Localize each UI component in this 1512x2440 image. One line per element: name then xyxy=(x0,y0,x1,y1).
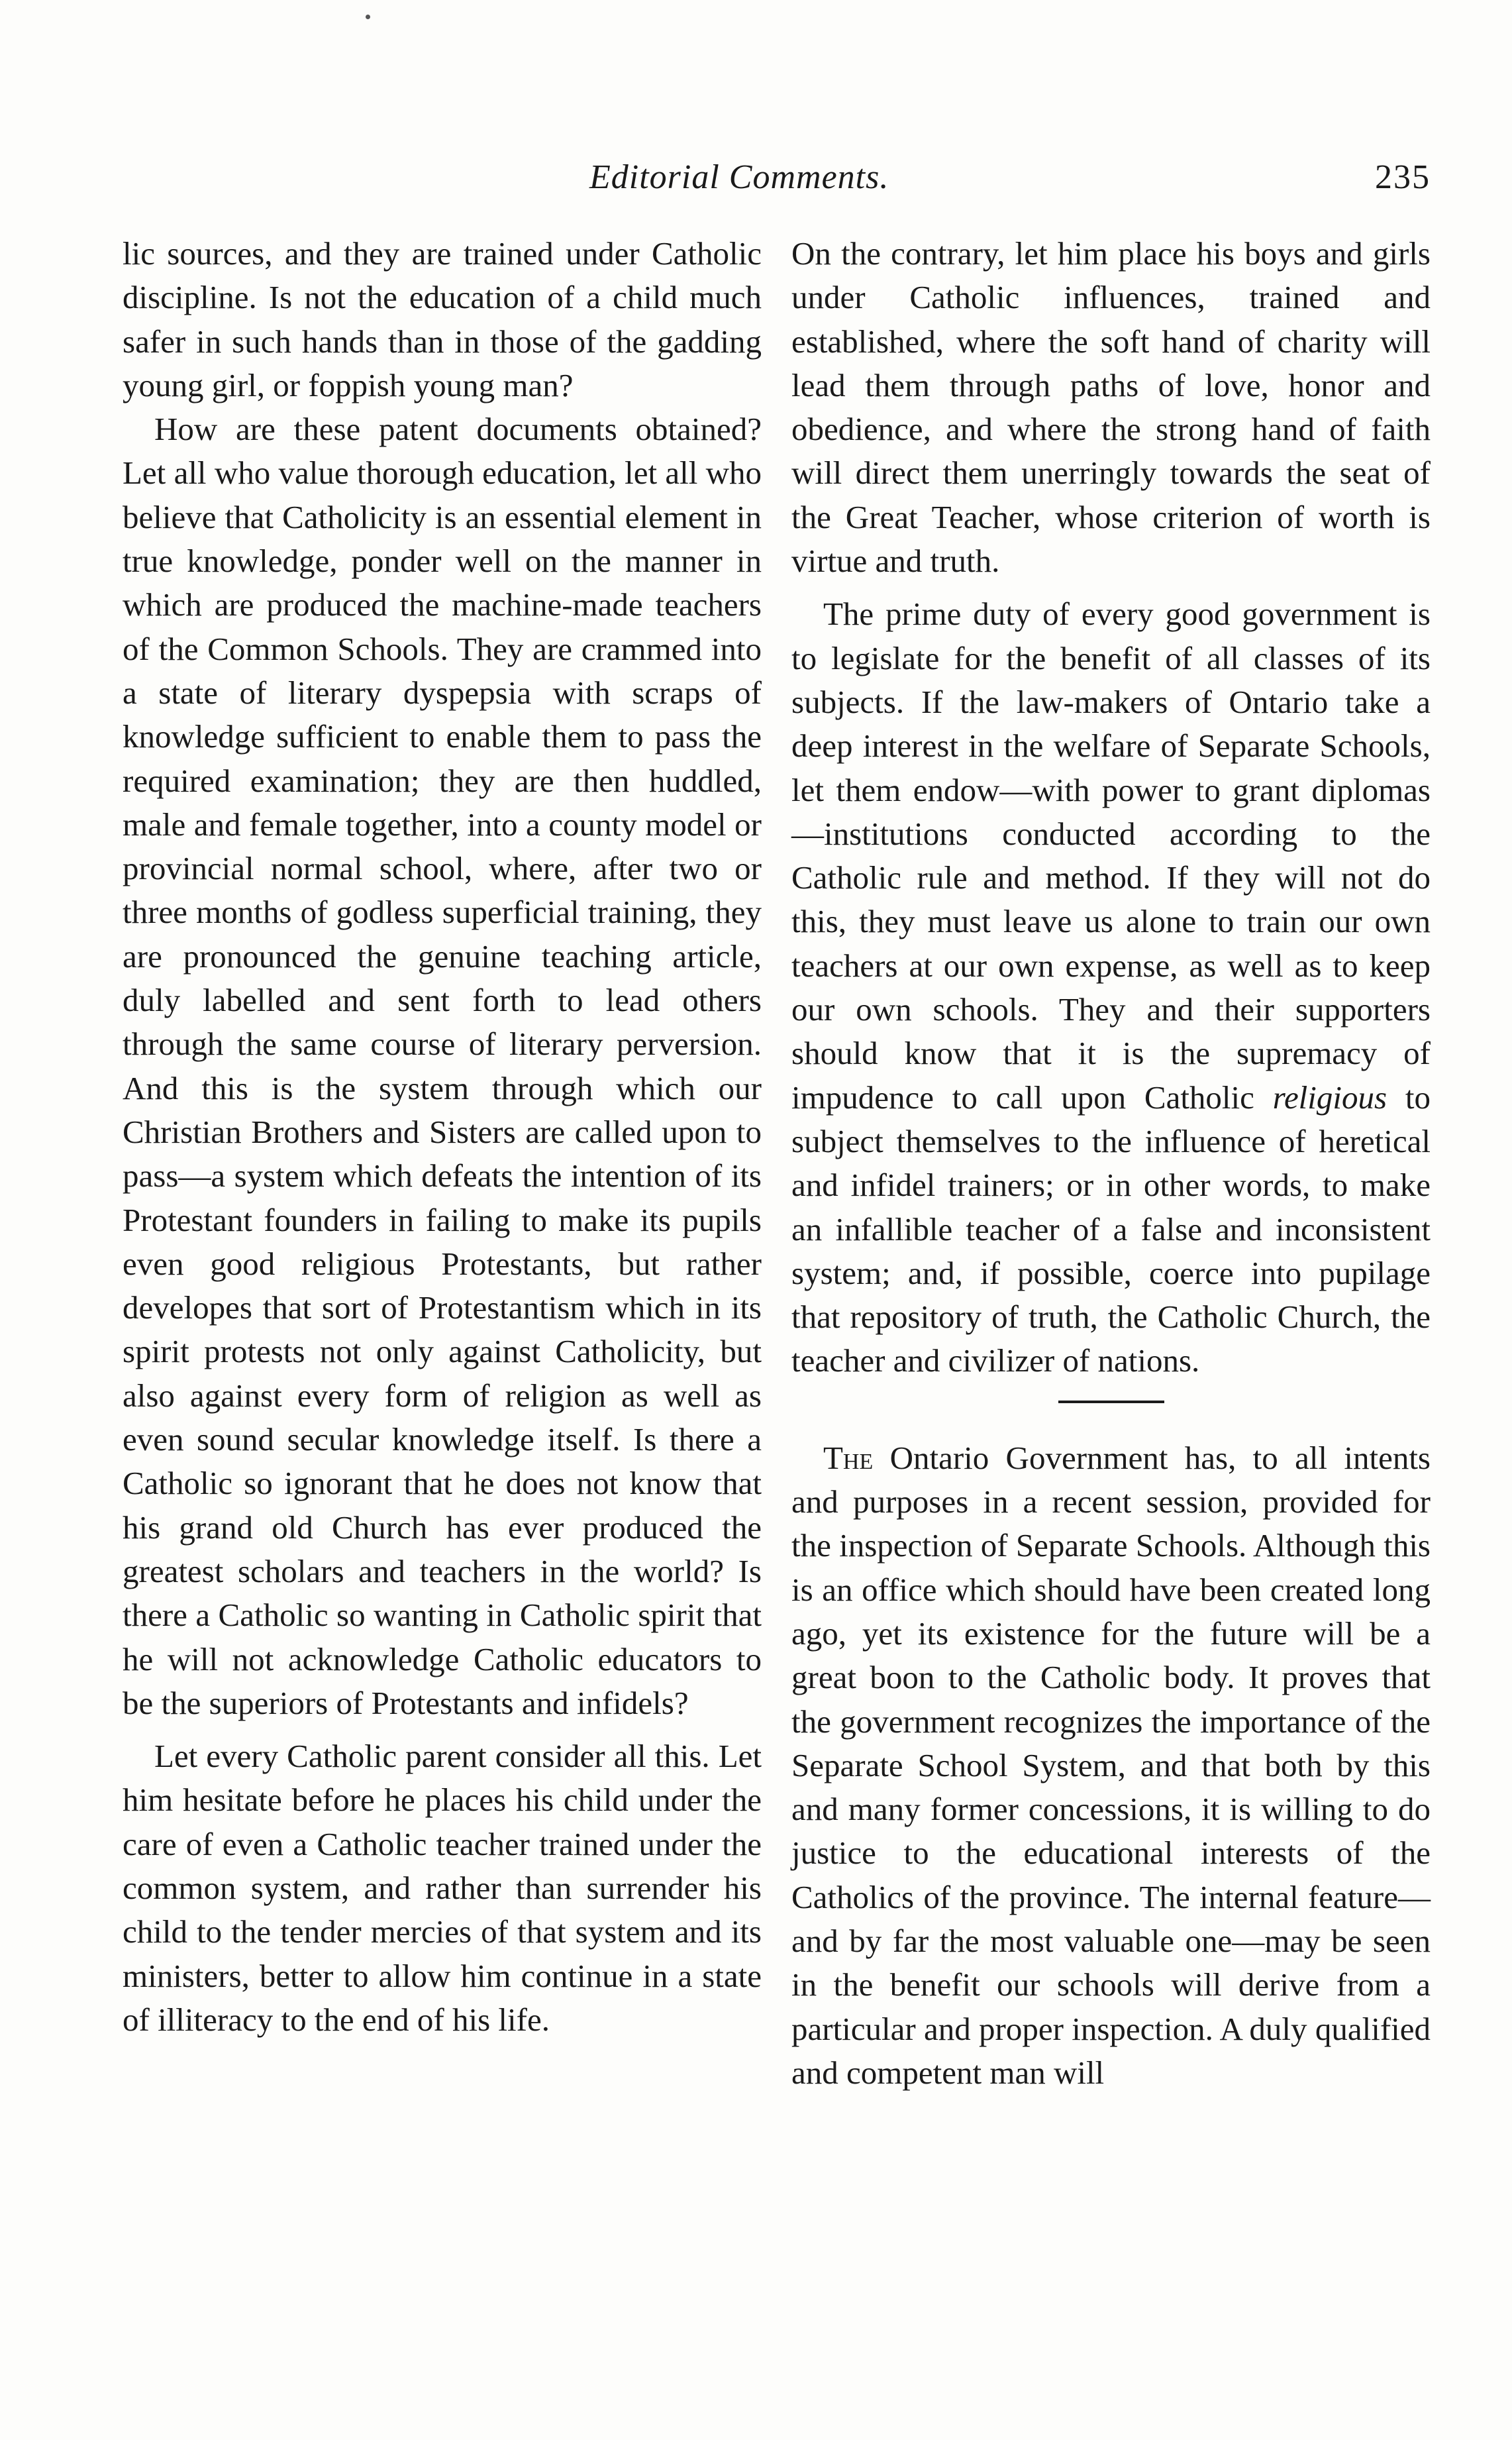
left-paragraph-2: How are these patent documents obtained? Let all who value thorough education, let all who believe that Catholicity is an essential element in true knowledge, ponder well on the manner in which are produced the machine-made teachers of the Common Schools. They are crammed into a state of literary dyspepsia with scraps of knowledge sufficient to enable them to pass the required examination; they are then huddled, male and female together, into a county model or provincial normal school, where, after two or three months of godless superficial training, they are pronounced the genuine teaching article, duly labelled and sent forth to lead others through the same course of literary perversion. And this is the system through which our Christian Brothers and Sisters are called upon to pass—a system which defeats the intention of its Protestant founders in failing to make its pupils even good religious Protestants, but rather developes that sort of Protestantism which in its spirit protests not only against Catholicity, but also against every form of religion as well as even sound secular knowledge itself. Is there a Catholic so ignorant that he does not know that his grand old Church has ever produced the greatest scholars and teachers in the world? Is there a Catholic so wanting in Catholic spirit that he will not acknowledge Catholic educators to be the superiors of Protestants and infidels? xyxy=(123,411,762,1721)
right-paragraph-2 xyxy=(791,592,1431,1383)
paragraph-text: to subject themselves to the influence of heretical and infidel trainers; or in other words, to make an infallible teacher of a false and inconsistent system; and, if possible, coerce into pupilage that repository of truth, the Catholic Church, the teacher and civilizer of nations. xyxy=(791,1079,1431,1379)
left-column xyxy=(123,232,762,2042)
italic-word: religious xyxy=(1272,1079,1387,1116)
paragraph-text: Ontario Government has, to all intents and purposes in a recent session, provided for the inspection of Separate Schools. Although this is an office which should have been created long ago, yet its existence for the future will be a great boon to the Catholic body. It proves that the government recognizes the importance of the Separate School System, and that both by this and many former concessions, it is willing to do justice to the educational interests of the Catholics of the province. The internal feature—and by far the most valuable one—may be seen in the benefit our schools will derive from a particular and proper inspection. A duly qualified and competent man will xyxy=(791,1439,1431,2091)
print-speck xyxy=(366,15,370,19)
running-title: Editorial Comments. xyxy=(589,158,889,196)
right-paragraph-3 xyxy=(791,1436,1431,2095)
left-paragraph-1: lic sources, and they are trained under Catholic discipline. Is not the education of a child much safer in such hands than in those of the gadding young girl, or foppish young man? xyxy=(123,235,762,403)
section-divider xyxy=(1058,1401,1164,1403)
running-head xyxy=(126,158,1431,211)
small-caps-lead: The xyxy=(823,1439,874,1476)
paragraph-text: The prime duty of every good government is to legislate for the benefit of all classes of its subjects. If the law-makers of Ontario take a deep interest in the welfare of Separate Schools, let them endow—with power to grant diplomas—institutions conducted according to the Catholic rule and method. If they will not do this, they must leave us alone to train our own teachers at our own expense, as well as to keep our own schools. They and their supporters should know that it is the supremacy of impudence to call upon Catholic xyxy=(791,596,1431,1116)
left-paragraph-3: Let every Catholic parent consider all this. Let him hesitate before he places his child under the care of even a Catholic teacher trained under the common system, and rather than surrender his child to the tender mercies of that system and its ministers, better to allow him continue in a state of illiteracy to the end of his life. xyxy=(123,1738,762,2038)
right-column xyxy=(791,232,1431,2095)
right-paragraph-1: On the contrary, let him place his boys and girls under Catholic influences, trained and established, where the soft hand of charity will lead them through paths of love, honor and obedience, and where the strong hand of faith will direct them unerringly towards the seat of the Great Teacher, whose criterion of worth is virtue and truth. xyxy=(791,235,1431,580)
page-number: 235 xyxy=(1375,158,1431,196)
